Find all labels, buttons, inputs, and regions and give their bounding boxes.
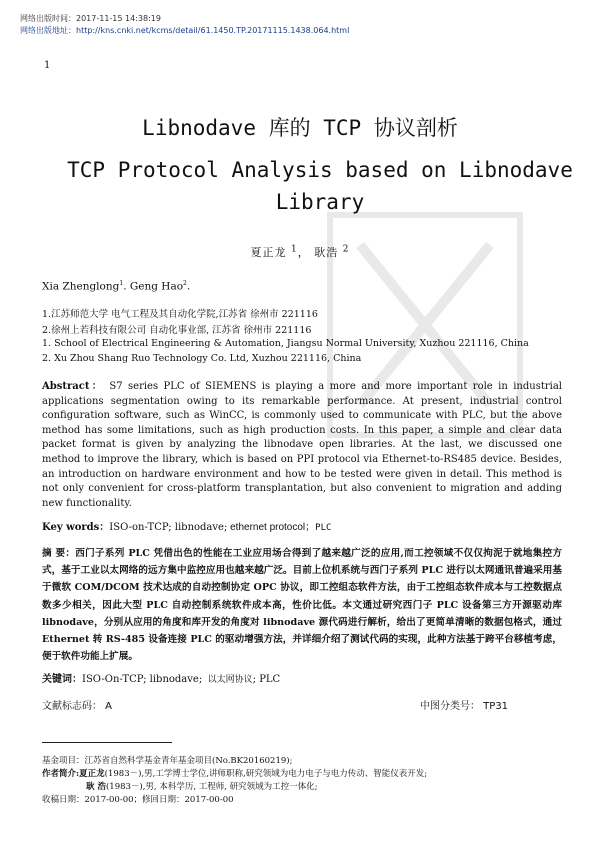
keywords-cn-label: 关键词： <box>42 674 82 685</box>
author-1-en-mark: 1 <box>119 280 124 287</box>
keywords-en-part2: ethernet protocol； <box>227 522 316 533</box>
author-2-en-mark: 2 <box>183 280 187 287</box>
classification-number: 中图分类号： TP31 <box>420 701 509 712</box>
author-1-en: Xia Zhenglong <box>42 280 120 293</box>
author-1-affil-mark: 1 <box>291 244 298 255</box>
affiliation-1-cn: 1.江苏师范大学 电气工程及其自动化学院,江苏省 徐州市 221116 <box>42 309 318 320</box>
abstract-cn-text: 西门子系列 PLC 凭借出色的性能在工业应用场合得到了越来越广泛的应用,而工控领域不仅仅拘泥于就地集控方式，基于工业以太网络的远方集中监控应用也越来越广泛。目前上位机系统与西门子系列 PLC 进行以太网通讯普遍采用基于微软 COM/DCOM 技术达成的自动控制协定 OPC 协议，即工控组态软件方法，由于工控组态软件成本与工控数据点数多少相关，因此大型 PLC 自动控制系统软件成本高，性价比低。本文通过研究西门子 PLC 设备第三方开源驱动库 libnodave，分别从应用的角度和库开发的角度对 libnodave 源代码进行解析，给出了更简单清晰的数据包格式，通过 Ethernet 转 RS-485 设备连接 PLC 的驱动增强方法，并详细介绍了测试代码的实现，此种方法基于跨平台移植考虑，便于软件功能上扩展。 <box>42 548 562 663</box>
author-2-cn: 耿浩 <box>314 246 339 259</box>
author-2-en: Geng Hao <box>129 280 184 293</box>
publish-time: 网络出版时间：2017-11-15 14:38:19 <box>20 14 161 23</box>
keywords-cn-part1: ISO-On-TCP; libnodave; <box>82 674 203 685</box>
author-1-cn: 夏正龙 <box>250 246 287 259</box>
page-number: 1 <box>44 60 51 71</box>
footnote-author-1-name: 夏正龙 <box>79 769 105 779</box>
keywords-en-part1: ISO-on-TCP; libnodave; <box>109 522 228 533</box>
keywords-cn-part3: ; PLC <box>252 674 281 685</box>
footnote-author-2-name: 耿 浩 <box>86 782 106 792</box>
author-en-end: . <box>186 280 191 293</box>
keywords-chinese <box>42 670 280 685</box>
keywords-cn-part2: 以太网协议 <box>202 675 253 685</box>
affiliation-1-en: 1. School of Electrical Engineering & Automation, Jiangsu Normal University, Xuzhou 221116, China <box>42 338 529 349</box>
author-2-affil-mark: 2 <box>342 244 350 255</box>
footnote-author-1-text: (1983－),男,工学博士学位,讲师职称,研究领域为电力电子与电力传动、智能仪表开发; <box>104 769 428 779</box>
footnote-divider <box>42 742 172 743</box>
authors-english <box>42 280 190 293</box>
affiliation-2-cn: 2.徐州上若科技有限公司 自动化事业部, 江苏省 徐州市 221116 <box>42 325 312 336</box>
keywords-english <box>42 518 331 533</box>
affiliation-2-en: 2. Xu Zhou Shang Ruo Technology Co. Ltd, Xuzhou 221116, China <box>42 353 362 364</box>
keywords-en-part3: PLC <box>315 523 332 533</box>
abstract-chinese <box>42 545 562 665</box>
document-code: 文献标志码： A <box>42 701 113 712</box>
author-separator: ， <box>297 246 310 259</box>
publish-address-link[interactable]: 网络出版地址：http://kns.cnki.net/kcms/detail/61.1450.TP.20171115.1438.064.html <box>20 26 350 35</box>
footnote-fund: 基金项目：江苏省自然科学基金青年基金项目(No.BK20160219); <box>42 756 293 766</box>
footnote-author-label: 作者简介: <box>42 769 80 779</box>
abstract-cn-label: 摘 要： <box>42 548 76 559</box>
authors-chinese <box>0 244 600 260</box>
footnote-author-2-text: (1983－),男, 本科学历, 工程师, 研究领域为工控一体化; <box>105 782 318 792</box>
title-english: TCP Protocol Analysis based on Libnodave Library <box>67 158 573 214</box>
footnote-dates: 收稿日期：2017-00-00；修回日期：2017-00-00 <box>42 795 234 805</box>
footnote-author-1 <box>42 768 427 780</box>
footnote-author-2 <box>86 781 318 793</box>
keywords-en-label: Key words： <box>42 522 110 533</box>
abstract-english <box>42 380 562 511</box>
abstract-en-text: S7 series PLC of SIEMENS is playing a more and more important role in industrial applications segmentation owing to its remarkable performance. At present, industrial control configuration software, such as WinCC, is commonly used to communicate with PLC, but the above method has some limitations, such as high production costs. In this paper, a simple and clear data packet format is given by analyzing the libnodave open libraries. At the last, we discussed one method to improve the library, which is based on PPI protocol via Ethernet-to-RS485 device. Besides, an introduction on hardware environment and how to be tested were given in detail. This method is not only convenient for cross-platform transplantation, but also convenient to migration and adding new functionality. <box>42 381 562 509</box>
abstract-en-label: Abstract： <box>42 381 104 392</box>
title-chinese: Libnodave 库的 TCP 协议剖析 <box>142 116 458 140</box>
author-en-separator: . <box>123 280 130 293</box>
